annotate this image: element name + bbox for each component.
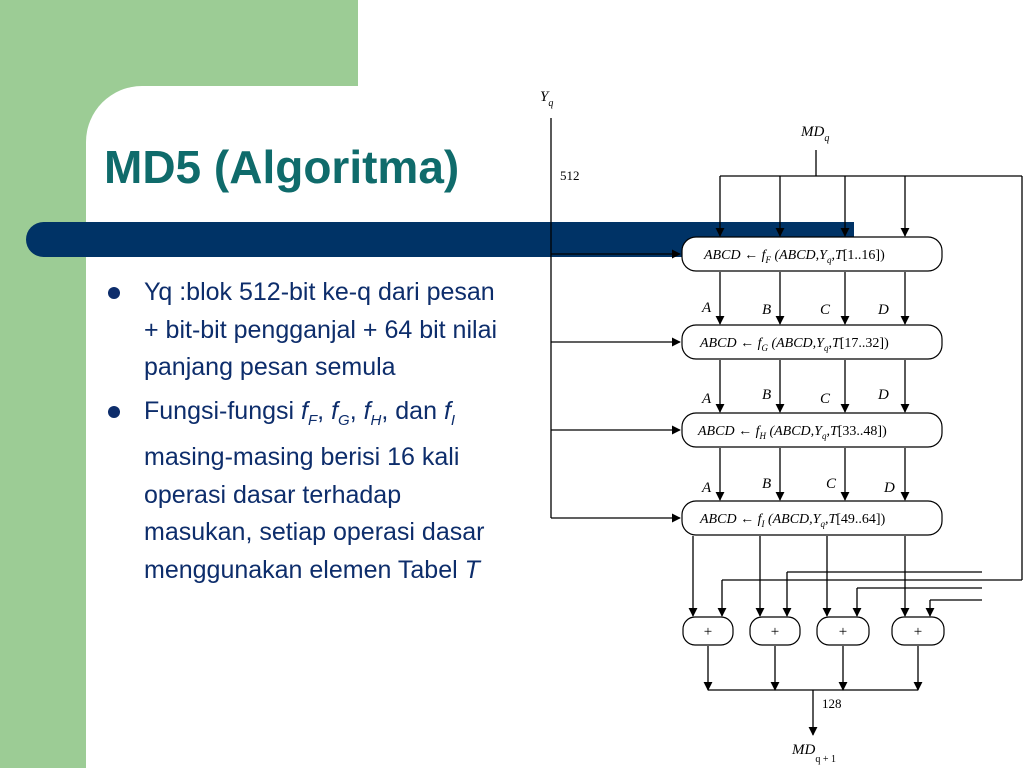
separator: , dan [381,396,444,425]
func-sub-h: H [370,411,382,429]
adder-plus-icon: + [770,624,780,640]
reg-label-a: A [702,480,712,496]
bullet-text: Yq :blok 512-bit ke-q dari pesan + bit-bit pengganjal + 64 bit nilai panjang pesan semula [144,278,498,381]
md-out-label: $MD_{q + 1}$ [792,742,836,765]
func-h: f [363,396,371,425]
reg-label-b: B [762,387,772,403]
md5-diagram [500,80,1024,768]
reg-label-c: C [820,302,831,318]
reg-label-b: B [762,476,772,492]
reg-label-a: A [702,300,712,316]
round-label-h: ABCD ← $f_H$ $(ABCD,Y_q,T[33..48])$ [698,424,887,441]
table-t: T [464,555,480,584]
separator: , [349,396,364,425]
adder-plus-icon: + [703,624,713,640]
reg-label-c: C [826,476,837,492]
adder-plus-icon: + [838,624,848,640]
bullet-dot-icon [108,406,120,418]
bullet-item-functions [100,393,510,590]
slide-title: MD5 (Algoritma) [104,141,460,193]
reg-label-d: D [878,387,889,403]
adder-plus-icon: + [913,624,923,640]
func-sub-i: I [450,411,456,429]
bullet-list [100,274,510,595]
func-sub-f: F [307,411,318,429]
reg-label-d: D [884,480,895,496]
reg-label-d: D [878,302,889,318]
round-label-g: ABCD ← $f_G$ $(ABCD,Y_q,T[17..32])$ [700,336,889,353]
reg-label-a: A [702,391,712,407]
bullet-text-rest: masing-masing berisi 16 kali operasi dasar terhadap masukan, setiap operasi dasar menggunakan elemen Tabel [144,443,485,584]
separator: , [317,396,332,425]
round-label-i: ABCD ← $f_I$ $(ABCD,Y_q,T[49..64])$ [700,512,886,529]
bullet-text-lead: Fungsi-fungsi [144,396,302,425]
reg-label-c: C [820,391,831,407]
reg-label-b: B [762,302,772,318]
input-bits-label: 512 [560,168,580,183]
func-sub-g: G [338,411,350,429]
func-f: f [301,396,308,425]
round-label-f: ABCD ← $f_F$ $(ABCD,Y_q,T[1..16])$ [704,248,885,265]
func-i: f [443,396,451,425]
output-bits-label: 128 [822,696,842,711]
func-g: f [331,396,339,425]
md-in-label: $MD_q$ [801,124,830,144]
input-label: $Y_q$ [540,89,554,109]
bullet-item-yq [100,274,510,387]
bullet-dot-icon [108,287,120,299]
